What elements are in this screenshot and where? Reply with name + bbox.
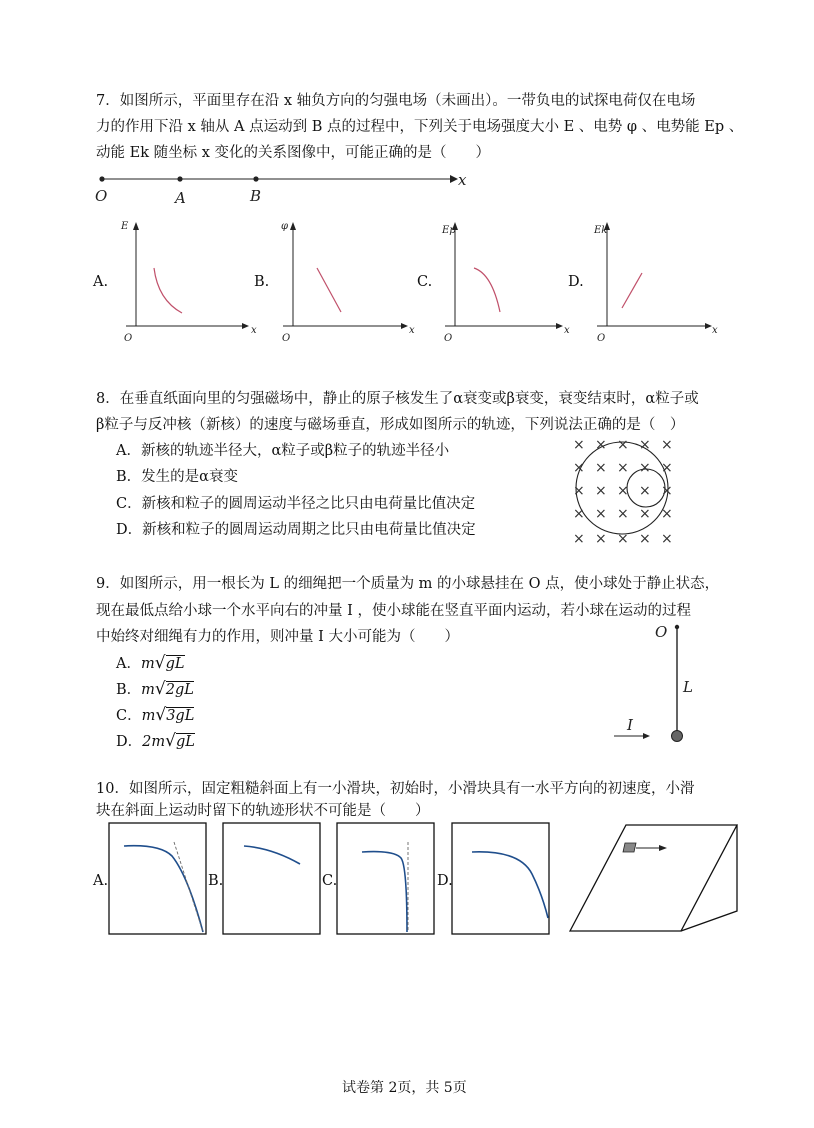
field-cross-mark: ×: [573, 483, 585, 499]
q7-c-xlabel: x: [564, 325, 570, 336]
q10-trace-b: [244, 846, 300, 864]
field-cross-mark: ×: [617, 437, 629, 453]
q8-line2: β粒子与反冲核（新核）的速度与磁场垂直，形成如图所示的轨迹，下列说法正确的是（ ）: [96, 417, 685, 433]
q10-option-d-label[interactable]: D.: [437, 873, 453, 889]
q7-b-origin: O: [282, 333, 291, 344]
slider-block: [623, 843, 667, 852]
field-cross-mark: ×: [661, 506, 673, 522]
field-cross-mark: ×: [617, 531, 629, 547]
q7-b-xlabel: x: [409, 325, 415, 336]
q8-option-d[interactable]: D．新核和粒子的圆周运动周期之比只由电荷量比值决定: [116, 522, 476, 538]
numline-B: B: [250, 187, 262, 205]
q8-option-b[interactable]: B．发生的是α衰变: [116, 469, 238, 485]
pendulum-O-label: O: [655, 623, 668, 641]
field-cross-mark: ×: [595, 531, 607, 547]
field-cross-mark: ×: [661, 460, 673, 476]
field-cross-mark: ×: [617, 506, 629, 522]
q10-trace-d: [472, 852, 548, 918]
q9-option-d[interactable]: D．2m√gL: [116, 731, 195, 751]
q10-line2: 块在斜面上运动时留下的轨迹形状不可能是（ ）: [96, 803, 430, 819]
q9-line2: 现在最低点给小球一个水平向右的冲量 I ，使小球能在竖直平面内运动，若小球在运动的过程: [96, 603, 691, 619]
field-cross-mark: ×: [661, 531, 673, 547]
q10-option-a-label[interactable]: A.: [93, 873, 109, 889]
q7-d-origin: O: [597, 333, 606, 344]
field-cross-mark: ×: [595, 506, 607, 522]
page-footer: 试卷第 2页，共 5页: [342, 1080, 467, 1096]
field-cross-mark: ×: [661, 483, 673, 499]
numline-O: O: [95, 187, 108, 205]
q10-box-a: [109, 823, 206, 934]
field-cross-mark: ×: [573, 437, 585, 453]
q7-a-ylabel: E: [121, 221, 129, 232]
field-cross-mark: ×: [617, 483, 629, 499]
impulse-I-label: I: [627, 716, 633, 734]
field-cross-mark: ×: [573, 506, 585, 522]
q9-option-a[interactable]: A．m√gL: [116, 653, 185, 673]
q7-option-d-label[interactable]: D.: [568, 274, 584, 290]
q10-line1: 10．如图所示，固定粗糙斜面上有一小滑块，初始时，小滑块具有一水平方向的初速度，小滑: [96, 781, 695, 797]
q7-b-ylabel: φ: [281, 221, 289, 232]
q7-line2: 力的作用下沿 x 轴从 A 点运动到 B 点的过程中，下列关于电场强度大小 E 、电势 φ 、电势能 Ep 、: [96, 119, 744, 135]
q10-box-c: [337, 823, 434, 934]
q7-c-ylabel: Ep: [442, 225, 456, 236]
q7-c-origin: O: [444, 333, 453, 344]
incline-figure: [570, 825, 737, 931]
q7-option-a-label[interactable]: A.: [93, 274, 109, 290]
q8-option-a[interactable]: A．新核的轨迹半径大，α粒子或β粒子的轨迹半径小: [116, 443, 450, 459]
q8-line1: 8．在垂直纸面向里的匀强磁场中，静止的原子核发生了α衰变或β衰变，衰变结束时，α粒子或: [96, 391, 699, 407]
field-cross-mark: ×: [639, 460, 651, 476]
q7-a-origin: O: [124, 333, 133, 344]
q7-d-ylabel: Ek: [594, 225, 608, 236]
field-cross-mark: ×: [639, 531, 651, 547]
field-cross-mark: ×: [639, 483, 651, 499]
field-cross-mark: ×: [595, 437, 607, 453]
field-cross-mark: ×: [639, 506, 651, 522]
field-cross-mark: ×: [595, 460, 607, 476]
field-cross-mark: ×: [573, 460, 585, 476]
q7-d-xlabel: x: [712, 325, 718, 336]
q10-option-b-label[interactable]: B.: [208, 873, 224, 889]
q8-option-c[interactable]: C．新核和粒子的圆周运动半径之比只由电荷量比值决定: [116, 496, 476, 512]
pendulum-L-label: L: [683, 678, 693, 696]
q9-line3: 中始终对细绳有力的作用，则冲量 I 大小可能为（ ）: [96, 629, 459, 645]
q10-box-b: [223, 823, 320, 934]
q7-option-b-label[interactable]: B.: [254, 274, 270, 290]
field-cross-mark: ×: [639, 437, 651, 453]
q9-line1: 9．如图所示，用一根长为 L 的细绳把一个质量为 m 的小球悬挂在 O 点，使小球处于静止状态，: [96, 576, 720, 592]
q7-option-c-label[interactable]: C.: [417, 274, 433, 290]
numline-x: x: [458, 171, 467, 189]
field-cross-mark: ×: [573, 531, 585, 547]
q9-option-b[interactable]: B．m√2gL: [116, 679, 194, 699]
q7-line1: 7．如图所示，平面里存在沿 x 轴负方向的匀强电场（未画出）。一带负电的试探电荷仅在电场: [96, 93, 696, 109]
q10-option-c-label[interactable]: C.: [322, 873, 338, 889]
q7-line3: 动能 Ek 随坐标 x 变化的关系图像中，可能正确的是（ ）: [96, 145, 490, 161]
q10-trace-c: [362, 852, 407, 932]
q9-option-c[interactable]: C．m√3gL: [116, 705, 195, 725]
q10-trace-a: [124, 846, 203, 932]
field-cross-mark: ×: [661, 437, 673, 453]
q7-a-xlabel: x: [251, 325, 257, 336]
field-cross-mark: ×: [617, 460, 629, 476]
field-cross-mark: ×: [595, 483, 607, 499]
numline-A: A: [175, 189, 186, 207]
